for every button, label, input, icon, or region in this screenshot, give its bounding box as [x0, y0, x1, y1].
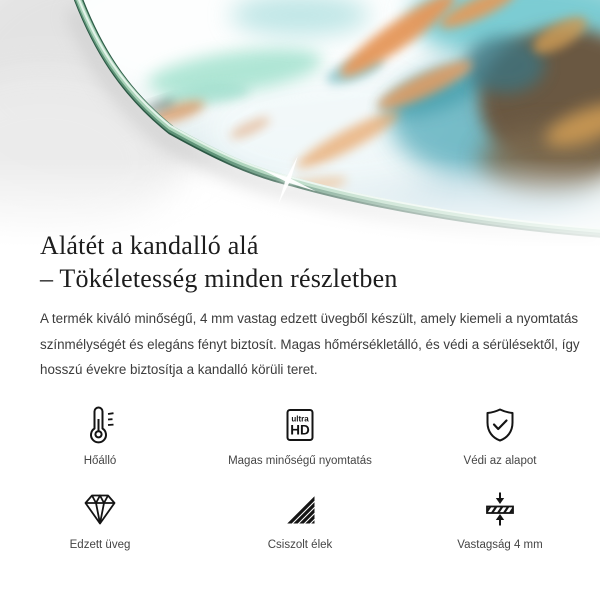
feature-label: Vastagság 4 mm	[457, 539, 543, 551]
ultra-hd-badge-top: ultra	[291, 414, 309, 424]
features-grid	[0, 400, 600, 568]
feature-item	[400, 400, 600, 484]
feature-item	[200, 484, 400, 568]
description-line: hosszú évekre biztosítja a kandalló körüli teret.	[40, 362, 318, 378]
feature-label: Magas minőségű nyomtatás	[228, 455, 372, 467]
feature-item	[0, 400, 200, 484]
description-line: színmélységét és elegáns fényt biztosít. Magas hőmérsékletálló, és védi a sérülésektől, így	[40, 336, 580, 352]
thermometer-icon	[80, 403, 120, 447]
thickness-icon	[480, 487, 520, 531]
page-title-line-2: – Tökéletesség minden részletben	[40, 264, 398, 293]
feature-item	[200, 400, 400, 484]
ultra-hd-badge-bottom: HD	[290, 422, 310, 438]
diamond-icon	[80, 487, 120, 531]
feature-label: Védi az alapot	[463, 455, 537, 467]
polished-edges-icon	[280, 487, 320, 531]
feature-label: Edzett üveg	[69, 539, 131, 551]
feature-label: Csiszolt élek	[267, 539, 333, 551]
product-description	[40, 306, 580, 383]
ultra-hd-icon	[280, 403, 320, 447]
feature-label: Hőálló	[83, 455, 117, 467]
feature-item	[0, 484, 200, 568]
page-title	[40, 229, 398, 295]
page-title-line-1: Alátét a kandalló alá	[40, 231, 259, 260]
shield-check-icon	[480, 403, 520, 447]
product-image	[0, 0, 600, 250]
feature-item	[400, 484, 600, 568]
description-line: A termék kiváló minőségű, 4 mm vastag edzett üvegből készült, amely kiemeli a nyomtatás	[40, 311, 579, 326]
